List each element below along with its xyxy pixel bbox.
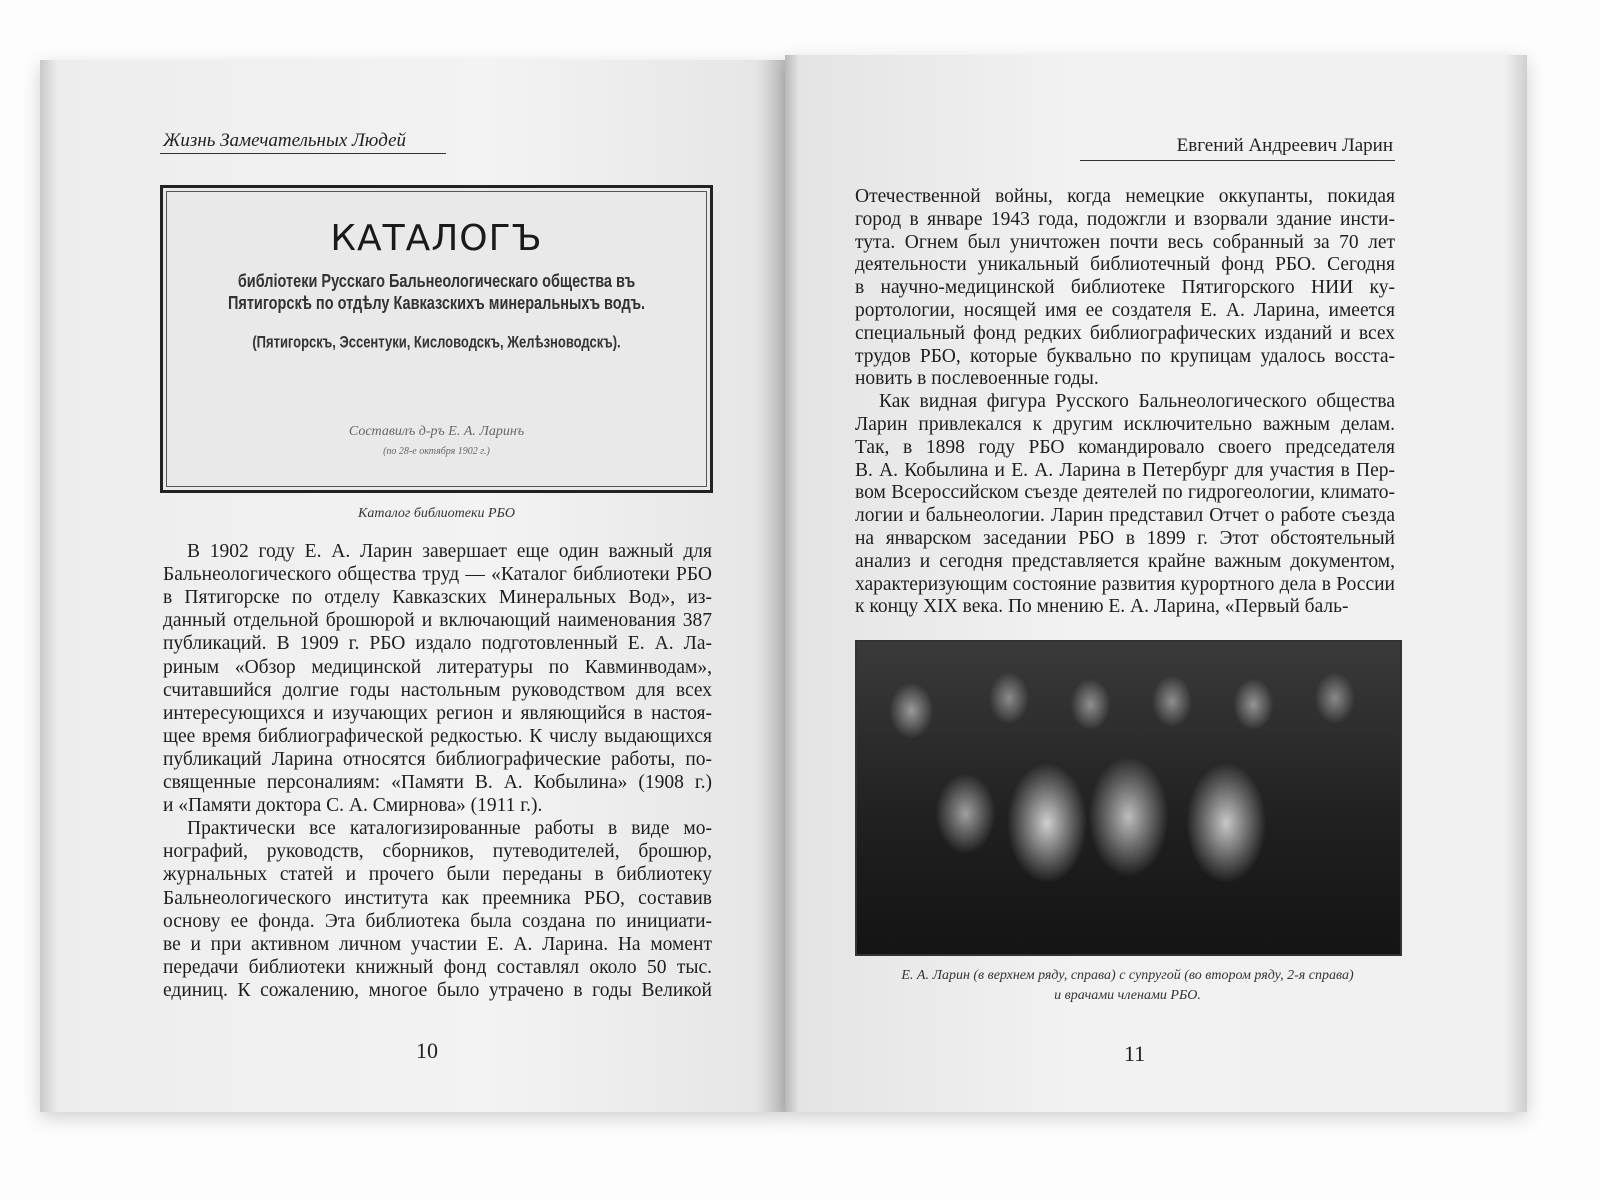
photo-caption-line-1: Е. А. Ларин (в верхнем ряду, справа) с супругой (во втором ряду, 2-я справа) [901, 968, 1354, 983]
text-line: интересующихся и изучающих регион и являющийся в настоя- [163, 702, 712, 724]
text-line: Практически все каталогизированные работы в виде мо- [187, 818, 712, 840]
text-line: в научно-медицинской библиотеке Пятигорского НИИ ку- [855, 277, 1395, 299]
text-line: характеризующим состояние развития курортного дела в России [855, 573, 1395, 595]
photo-caption-line-2: и врачами членами РБО. [1054, 988, 1201, 1003]
text-line: анализ и сегодня представляется крайне важным документом, [855, 550, 1395, 572]
text-line: нографий, руководств, сборников, путеводителей, брошюр, [163, 841, 712, 863]
text-line: деятельности уникальный библиотечный фонд РБО. Сегодня [855, 254, 1395, 276]
group-photo [855, 640, 1402, 956]
text-line: Так, в 1898 году РБО командировало своего председателя [855, 436, 1395, 458]
header-rule-right [1080, 160, 1395, 161]
text-line: рортологии, носящей имя ее создателя Е. А. Ларина, имеется [855, 300, 1395, 321]
text-line: основу ее фонда. Эта библиотека была создана по инициати- [163, 910, 712, 932]
text-line: В. А. Кобылина и Е. А. Ларина в Петербург для участия в Пер- [855, 459, 1395, 481]
text-line: к концу XIX века. По мнению Е. А. Ларина, «Первый баль- [855, 596, 1349, 618]
text-line: в Пятигорске по отделу Кавказских Минеральных Вод», из- [163, 587, 712, 609]
text-line: ве и при активном личном участии Е. А. Ларина. На момент [163, 933, 712, 955]
text-line: единиц. К сожалению, многое было утрачено в годы Великой [163, 979, 712, 1001]
text-line: священные персоналиям: «Памяти В. А. Кобылина» (1908 г.) [163, 772, 712, 793]
text-line: Ларин привлекался к другим исключительно важным делам. [855, 414, 1395, 435]
header-rule-left [160, 153, 446, 154]
text-line: публикаций. В 1909 г. РБО издало подготовленный Е. А. Ла- [163, 633, 712, 655]
catalog-subtitle-1: библіотеки Русскаго Бальнеологическаго общества въ [237, 271, 636, 293]
text-line: журнальных статей и прочего были переданы в библиотеку [163, 864, 712, 886]
text-line: передачи библиотеки книжный фонд составлял около 50 тыс. [163, 956, 712, 978]
catalog-date: (по 28-е октября 1902 г.) [383, 446, 490, 457]
text-line: В 1902 году Е. А. Ларин завершает еще один важный для [187, 541, 712, 562]
catalog-compiler: Составилъ д-ръ Е. А. Ларинъ [348, 424, 525, 439]
text-line: Отечественной войны, когда немецкие оккупанты, покидая [855, 186, 1395, 207]
text-line: данный отдельной брошюрой и включающий наименования 387 [163, 610, 712, 632]
text-line: на январском заседании РБО в 1899 г. Этот обстоятельный [855, 528, 1395, 549]
text-line: Бальнеологического общества труд — «Каталог библиотеки РБО [163, 564, 712, 586]
text-line: логии и бальнеологии. Ларин представил Отчет о работе съезда [855, 505, 1395, 527]
text-line: и «Памяти доктора С. А. Смирнова» (1911 г.). [163, 795, 543, 817]
running-head-right: Евгений Андреевич Ларин [1176, 135, 1393, 156]
catalog-caption: Каталог библиотеки РБО [358, 506, 515, 521]
text-line: специальный фонд редких библиографических изданий и всех [855, 322, 1395, 344]
page-number-right: 11 [1124, 1041, 1146, 1066]
text-line: город в январе 1943 года, подожгли и взорвали здание инсти- [855, 208, 1395, 230]
text-line: публикаций Ларина относятся библиографические работы, по- [163, 748, 712, 770]
text-line: трудов РБО, которые буквально по крупицам удалось восста- [855, 345, 1395, 367]
text-line: щее время библиографической редкостью. К числу выдающихся [163, 725, 712, 747]
catalog-places: (Пятигорскъ, Эссентуки, Кисловодскъ, Желѣзноводскъ). [252, 331, 621, 352]
catalog-subtitle-2: Пятигорскѣ по отдѣлу Кавказскихъ минеральныхъ водъ. [227, 293, 646, 315]
text-line: новить в послевоенные годы. [855, 368, 1099, 390]
page-number-left: 10 [416, 1038, 438, 1063]
text-line: риным «Обзор медицинской литературы по Кавминводам», [163, 656, 712, 678]
catalog-title: КАТАЛОГЪ [330, 218, 543, 259]
catalog-image [160, 185, 713, 493]
text-line: Как видная фигура Русского Бальнеологического общества [879, 391, 1395, 413]
text-line: тута. Огнем был уничтожен почти весь собранный за 70 лет [855, 231, 1395, 253]
text-line: Бальнеологического института как преемника РБО, составив [163, 887, 712, 909]
text-line: считавшийся долгие годы настольным руководством для всех [163, 679, 712, 701]
running-head-left: Жизнь Замечательных Людей [163, 130, 407, 151]
text-line: вом Всероссийском съезде деятелей по гидрогеологии, климато- [855, 482, 1395, 504]
